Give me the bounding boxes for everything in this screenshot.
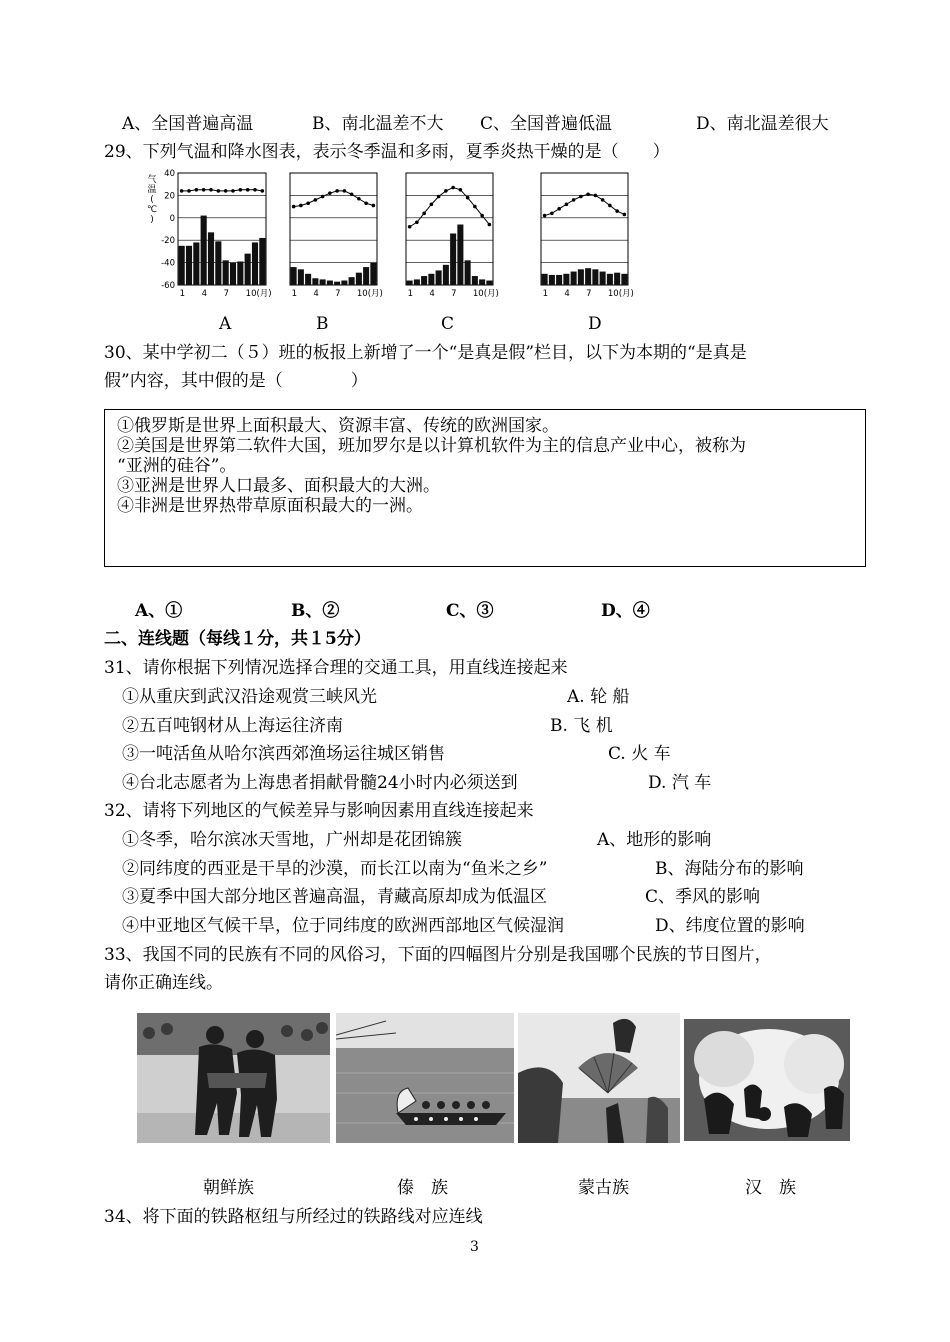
q30-stem-line1: 30、某中学初二（５）班的板报上新增了一个“是真是假”栏目，以下为本期的“是真是 xyxy=(104,343,747,363)
q30-stem-line2: 假”内容，其中假的是（ ） xyxy=(104,371,368,391)
q32-right-c: C、季风的影响 xyxy=(645,887,761,907)
temperature-point xyxy=(314,198,318,202)
x-tick-label: 1 xyxy=(407,289,414,299)
temperature-point xyxy=(408,225,412,229)
precip-bar xyxy=(186,246,192,285)
q30-option-d: D、④ xyxy=(601,601,650,621)
temperature-point xyxy=(459,188,463,192)
q31-left-1: ①从重庆到武汉沿途观赏三峡风光 xyxy=(122,687,377,707)
precip-bar xyxy=(571,272,577,285)
temperature-point xyxy=(224,189,228,193)
temperature-point xyxy=(292,205,296,209)
photo-dance xyxy=(518,1013,680,1143)
precip-bar xyxy=(259,238,265,285)
precip-bar xyxy=(252,242,258,285)
precip-bar xyxy=(614,273,620,285)
temperature-point xyxy=(328,191,332,195)
q32-stem: 32、请将下列地区的气候差异与影响因素用直线连接起来 xyxy=(104,801,534,821)
q33-stem-line2: 请你正确连线。 xyxy=(104,973,223,993)
temperature-point xyxy=(372,204,376,208)
temperature-point xyxy=(572,198,576,202)
page-number: 3 xyxy=(470,1239,479,1255)
q31-right-c: C. 火 车 xyxy=(608,744,671,764)
precip-bar xyxy=(563,274,569,285)
temperature-point xyxy=(608,204,612,208)
statement-2-cont: “亚洲的硅谷”。 xyxy=(117,456,237,476)
q28-option-b: B、南北温差不大 xyxy=(312,114,444,134)
precip-bar xyxy=(414,279,420,285)
temperature-point xyxy=(543,214,547,218)
temperature-point xyxy=(430,203,434,207)
temperature-point xyxy=(565,203,569,207)
q32-left-1: ①冬季，哈尔滨冰天雪地，广州却是花团锦簇 xyxy=(122,830,462,850)
temperature-point xyxy=(615,209,619,213)
ethnic-label-4: 汉 族 xyxy=(745,1178,796,1198)
q28-option-a: A、全国普遍高温 xyxy=(122,114,254,134)
precip-bar xyxy=(305,274,311,285)
temperature-point xyxy=(350,192,354,196)
temperature-point xyxy=(202,188,206,192)
precip-bar xyxy=(450,233,456,285)
precip-bar xyxy=(312,278,318,285)
x-tick-label: 4 xyxy=(313,289,319,299)
climate-charts xyxy=(140,168,640,308)
x-tick-label: 10(月) xyxy=(472,289,499,299)
temperature-point xyxy=(253,188,257,192)
q29-label-a: A xyxy=(219,314,232,334)
photo-dragon-boat xyxy=(336,1013,514,1143)
q29-label-b: B xyxy=(316,314,329,334)
q30-option-c: C、③ xyxy=(446,601,494,621)
x-tick-label: 7 xyxy=(223,289,230,299)
precip-bar xyxy=(407,281,413,285)
y-tick-label: 40 xyxy=(164,169,175,179)
precip-bar xyxy=(479,279,485,285)
q28-option-d: D、南北温差很大 xyxy=(696,114,829,134)
q32-left-2: ②同纬度的西亚是干旱的沙漠，而长江以南为“鱼米之乡” xyxy=(122,859,548,879)
q32-left-4: ④中亚地区气候干旱，位于同纬度的欧洲西部地区气候湿润 xyxy=(122,916,564,936)
precip-bar xyxy=(421,276,427,285)
precip-bar xyxy=(356,273,362,285)
q31-left-3: ③一吨活鱼从哈尔滨西郊渔场运往城区销售 xyxy=(122,744,445,764)
q32-right-b: B、海陆分布的影响 xyxy=(655,859,804,879)
q34-stem: 34、将下面的铁路枢纽与所经过的铁路线对应连线 xyxy=(104,1207,483,1227)
precip-bar xyxy=(592,269,598,285)
precip-bar xyxy=(443,265,449,285)
y-tick-label: -20 xyxy=(161,236,175,247)
precip-bar xyxy=(465,260,471,285)
precip-bar xyxy=(291,267,297,285)
temperature-point xyxy=(601,198,605,202)
temperature-point xyxy=(195,188,199,192)
y-tick-label: -60 xyxy=(161,281,175,291)
photo-wrestling xyxy=(137,1013,330,1143)
precip-bar xyxy=(237,261,243,285)
y-tick-label: -40 xyxy=(161,258,175,269)
x-tick-label: 10(月) xyxy=(607,289,634,299)
precip-bar xyxy=(193,242,199,285)
precip-bar xyxy=(370,263,376,285)
x-tick-label: 4 xyxy=(429,289,435,299)
precip-bar xyxy=(223,260,229,285)
ethnic-label-1: 朝鲜族 xyxy=(203,1178,254,1198)
x-tick-label: 1 xyxy=(179,289,186,299)
precip-bar xyxy=(327,281,333,285)
precip-bar xyxy=(201,216,207,285)
precip-bar xyxy=(208,232,214,285)
ethnic-label-2: 傣 族 xyxy=(397,1178,448,1198)
precip-bar xyxy=(215,241,221,285)
x-tick-label: 4 xyxy=(201,289,208,299)
temperature-point xyxy=(437,195,441,199)
temperature-point xyxy=(594,194,598,198)
chart-frame-c xyxy=(406,173,493,285)
q30-option-b: B、② xyxy=(291,601,340,621)
statement-1: ①俄罗斯是世界上面积最大、资源丰富、传统的欧洲国家。 xyxy=(117,416,559,436)
temperature-point xyxy=(209,188,213,192)
q33-stem-line1: 33、我国不同的民族有不同的风俗习，下面的四幅图片分别是我国哪个民族的节日图片， xyxy=(104,945,772,965)
x-tick-label: 10(月) xyxy=(356,289,383,299)
q29-label-d: D xyxy=(588,314,602,334)
x-tick-label: 7 xyxy=(335,289,341,299)
temperature-point xyxy=(187,189,191,193)
precip-bar xyxy=(607,274,613,285)
y-tick-label: 0 xyxy=(169,213,175,224)
temperature-point xyxy=(623,213,627,217)
q29-stem: 29、下列气温和降水图表，表示冬季温和多雨，夏季炎热干燥的是（ ） xyxy=(104,142,670,162)
temperature-point xyxy=(343,189,347,193)
q30-option-a: A、① xyxy=(135,601,183,621)
temperature-point xyxy=(306,201,310,205)
precip-bar xyxy=(230,263,236,285)
precip-bar xyxy=(556,275,562,285)
precip-bar xyxy=(349,277,355,285)
x-tick-label: 1 xyxy=(291,289,298,299)
ethnic-label-3: 蒙古族 xyxy=(578,1178,629,1198)
precip-bar xyxy=(585,268,591,285)
precip-bar xyxy=(334,282,340,285)
statement-4: ④非洲是世界热带草原面积最大的一洲。 xyxy=(117,496,423,516)
x-tick-label: 1 xyxy=(542,289,549,299)
temperature-point xyxy=(364,201,368,205)
temperature-point xyxy=(451,186,455,190)
precip-bar xyxy=(341,281,347,285)
chart-frame-d xyxy=(541,173,628,285)
temperature-point xyxy=(261,189,265,193)
q32-left-3: ③夏季中国大部分地区普遍高温，青藏高原却成为低温区 xyxy=(122,887,547,907)
temperature-point xyxy=(321,195,325,199)
temperature-point xyxy=(444,189,448,193)
section-title: 二、连线题（每线１分，共１5分） xyxy=(104,629,371,649)
temperature-point xyxy=(239,188,243,192)
q31-left-4: ④台北志愿者为上海患者捐献骨髓24小时内必须送到 xyxy=(122,773,518,793)
q29-label-c: C xyxy=(441,314,455,334)
q31-left-2: ②五百吨钢材从上海运往济南 xyxy=(122,716,343,736)
temperature-point xyxy=(180,189,184,193)
statement-3: ③亚洲是世界人口最多、面积最大的大洲。 xyxy=(117,476,440,496)
q31-right-a: A. 轮 船 xyxy=(567,687,630,707)
x-tick-label: 7 xyxy=(586,289,592,299)
y-axis-title-char: ( xyxy=(150,195,154,205)
y-axis-title-char: ℃ xyxy=(146,205,158,215)
temperature-point xyxy=(480,214,484,218)
q28-option-c: C、全国普遍低温 xyxy=(480,114,613,134)
temperature-point xyxy=(217,189,221,193)
precip-bar xyxy=(179,246,185,285)
photo-water-splashing xyxy=(684,1019,850,1141)
precip-bar xyxy=(428,274,434,285)
q32-right-d: D、纬度位置的影响 xyxy=(655,916,805,936)
temperature-point xyxy=(299,204,303,208)
precip-bar xyxy=(486,281,492,285)
temperature-point xyxy=(357,197,361,201)
temperature-point xyxy=(473,205,477,209)
precip-bar xyxy=(549,275,555,285)
q31-right-d: D. 汽 车 xyxy=(648,773,712,793)
temperature-point xyxy=(586,192,590,196)
precip-bar xyxy=(436,270,442,285)
precip-bar xyxy=(363,267,369,285)
temperature-point xyxy=(422,212,426,216)
precip-bar xyxy=(245,254,251,285)
true-false-box xyxy=(104,409,866,567)
q32-right-a: A、地形的影响 xyxy=(597,830,712,850)
x-tick-label: 10(月) xyxy=(245,289,272,299)
x-tick-label: 4 xyxy=(564,289,570,299)
x-tick-label: 7 xyxy=(451,289,457,299)
precip-bar xyxy=(298,269,304,285)
temperature-point xyxy=(335,189,339,193)
precip-bar xyxy=(542,274,548,285)
temperature-point xyxy=(550,212,554,216)
temperature-point xyxy=(488,223,492,227)
temperature-point xyxy=(557,207,561,211)
precip-bar xyxy=(457,225,463,285)
precip-bar xyxy=(600,272,606,285)
q31-right-b: B. 飞 机 xyxy=(550,716,613,736)
y-tick-label: 20 xyxy=(164,191,175,202)
temperature-point xyxy=(466,196,470,200)
precip-bar xyxy=(621,274,627,285)
temperature-point xyxy=(415,220,419,224)
temperature-point xyxy=(579,195,583,199)
temperature-point xyxy=(231,189,235,193)
y-axis-title-char: ) xyxy=(150,215,154,225)
precip-bar xyxy=(578,269,584,285)
q31-stem: 31、请你根据下列情况选择合理的交通工具，用直线连接起来 xyxy=(104,658,568,678)
y-axis-title-char: 温 xyxy=(147,185,157,195)
precip-bar xyxy=(472,276,478,285)
statement-2: ②美国是世界第二软件大国，班加罗尔是以计算机软件为主的信息产业中心，被称为 xyxy=(117,436,746,456)
y-axis-title-char: 气 xyxy=(147,175,157,185)
temperature-point xyxy=(246,188,250,192)
precip-bar xyxy=(320,279,326,285)
